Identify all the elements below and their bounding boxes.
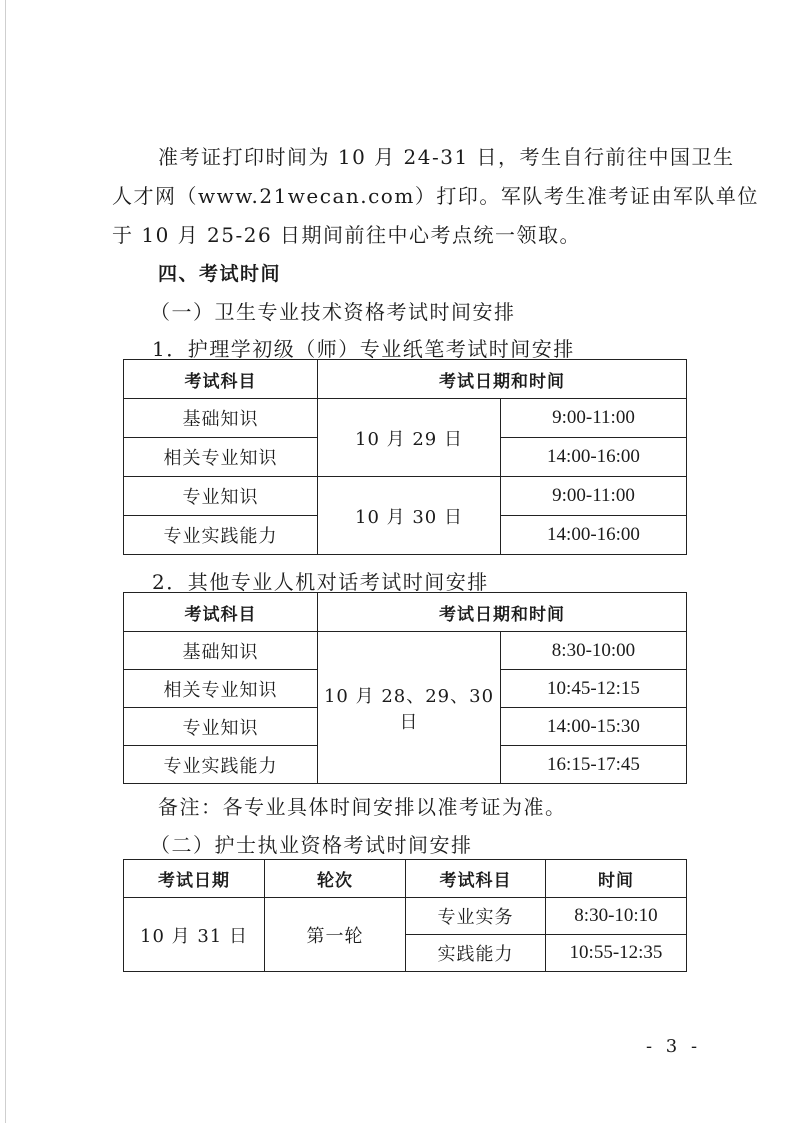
table-2-subject-cell: 专业实践能力 (124, 746, 318, 784)
table-2-date-cell: 10 月 28、29、30 日 (318, 632, 501, 784)
table-3-time-cell: 10:55-12:35 (546, 935, 687, 972)
table-1-date-cell: 10 月 30 日 (318, 477, 501, 555)
table-3 (123, 859, 687, 972)
table-2-subject-cell: 专业知识 (124, 708, 318, 746)
table-2-caption: 2．其他专业人机对话考试时间安排 (152, 570, 489, 594)
table-1-header-datetime: 考试日期和时间 (318, 360, 687, 399)
table-2-time-cell: 14:00-15:30 (501, 708, 687, 746)
table-1-header-subject: 考试科目 (124, 360, 318, 399)
table-2-subject-cell: 基础知识 (124, 632, 318, 670)
table-2-subject-cell: 相关专业知识 (124, 670, 318, 708)
table-2-header-subject: 考试科目 (124, 593, 318, 632)
table-3-subject-cell: 实践能力 (406, 935, 546, 972)
table-3-header-subject: 考试科目 (406, 860, 546, 898)
table-2-time-cell: 16:15-17:45 (501, 746, 687, 784)
table-2 (123, 592, 687, 784)
table-2-time-cell: 8:30-10:00 (501, 632, 687, 670)
table-1-subject-cell: 专业实践能力 (124, 516, 318, 555)
table-2-time-cell: 10:45-12:15 (501, 670, 687, 708)
paragraph-line-3: 于 10 月 25-26 日期间前往中心考点统一领取。 (112, 223, 582, 247)
section-4-heading: 四、考试时间 (158, 263, 282, 285)
table-1-time-cell: 9:00-11:00 (501, 399, 687, 438)
table-3-header-date: 考试日期 (124, 860, 265, 898)
table-1-time-cell: 14:00-16:00 (501, 516, 687, 555)
table-1-time-cell: 9:00-11:00 (501, 477, 687, 516)
table-3-time-cell: 8:30-10:10 (546, 898, 687, 935)
table-3-round-cell: 第一轮 (265, 898, 406, 972)
paragraph-line-1: 准考证打印时间为 10 月 24-31 日，考生自行前往中国卫生 (158, 145, 735, 169)
subsection-2-heading: （二）护士执业资格考试时间安排 (150, 833, 473, 857)
table-1-caption: 1．护理学初级（师）专业纸笔考试时间安排 (152, 337, 575, 361)
table-1-subject-cell: 基础知识 (124, 399, 318, 438)
table-1-subject-cell: 相关专业知识 (124, 438, 318, 477)
paragraph-line-2: 人才网（www.21wecan.com）打印。军队考生准考证由军队单位 (112, 184, 759, 208)
subsection-1-heading: （一）卫生专业技术资格考试时间安排 (150, 300, 516, 324)
table-3-date-cell: 10 月 31 日 (124, 898, 265, 972)
table-3-header-time: 时间 (546, 860, 687, 898)
table-1-subject-cell: 专业知识 (124, 477, 318, 516)
scan-edge-line (5, 0, 6, 1123)
table-3-header-round: 轮次 (265, 860, 406, 898)
table-2-header-datetime: 考试日期和时间 (318, 593, 687, 632)
table-1-date-cell: 10 月 29 日 (318, 399, 501, 477)
note-text: 备注：各专业具体时间安排以准考证为准。 (158, 795, 567, 819)
table-1 (123, 359, 687, 555)
table-1-time-cell: 14:00-16:00 (501, 438, 687, 477)
page-number: - 3 - (646, 1036, 702, 1057)
table-3-subject-cell: 专业实务 (406, 898, 546, 935)
